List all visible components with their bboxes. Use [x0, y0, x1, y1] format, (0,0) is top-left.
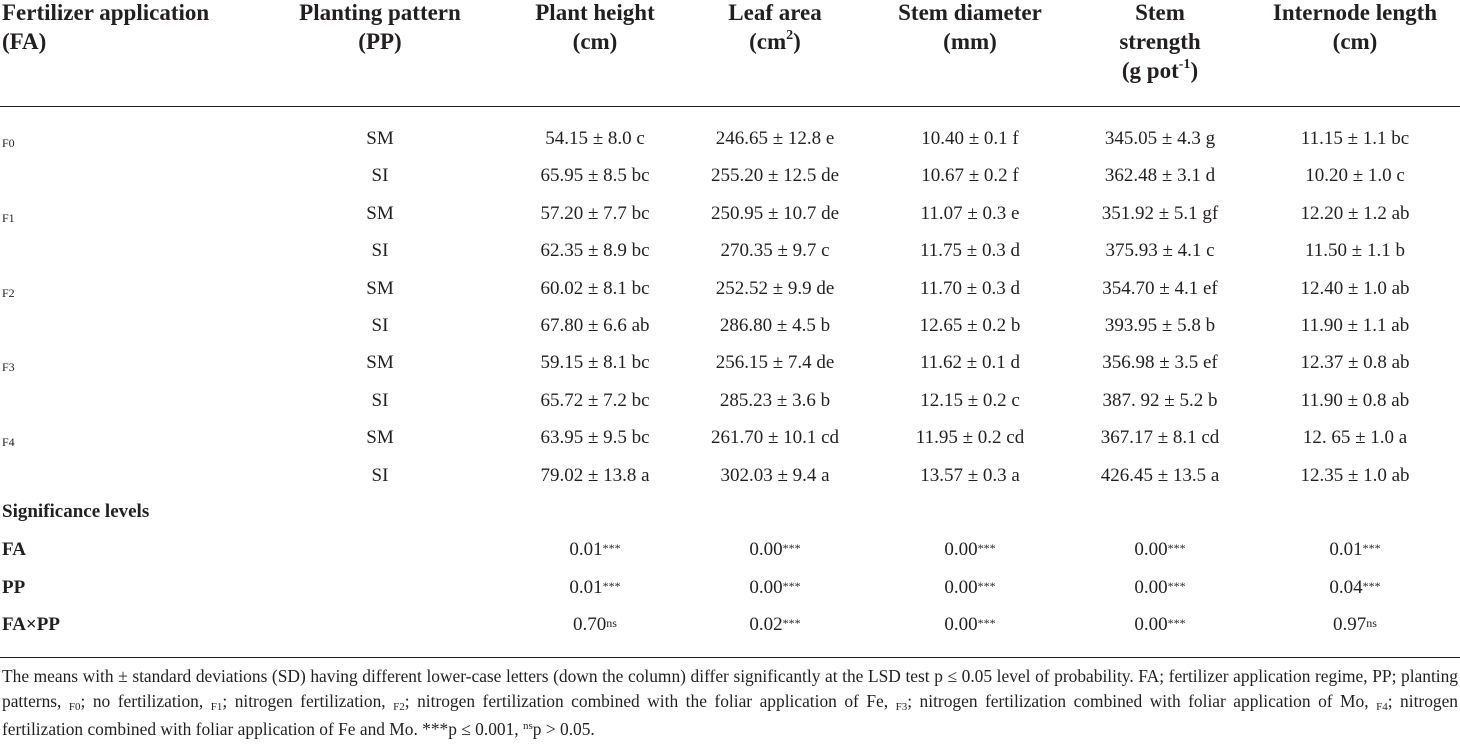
- table-row: [0, 120, 1460, 157]
- plant-height-cell: 54.15 ± 8.0 c: [545, 128, 645, 149]
- table-row: [0, 307, 1460, 344]
- sig-plant-height: [500, 606, 690, 643]
- stem-diameter-cell: 10.67 ± 0.2 f: [921, 165, 1019, 187]
- table-row: [0, 419, 1460, 456]
- planting-pattern-cell: SI: [371, 315, 389, 336]
- sig-stem-diameter: [870, 569, 1070, 606]
- header-planting-pattern: Planting pattern (PP): [299, 0, 461, 54]
- sig-leaf-area: [680, 531, 870, 568]
- table-row: [0, 270, 1460, 307]
- plant-height-cell: 59.15 ± 8.1 bc: [540, 352, 650, 374]
- leaf-area-cell: 246.65 ± 12.8 e: [715, 128, 835, 149]
- stem-strength-cell: 345.05 ± 4.3 g: [1104, 128, 1216, 149]
- stem-strength-cell: 356.98 ± 3.5 ef: [1102, 352, 1218, 374]
- sig-internode-length: [1250, 531, 1460, 568]
- stem-diameter-cell: 12.15 ± 0.2 c: [920, 389, 1020, 411]
- significance-marker: ***: [1362, 578, 1381, 593]
- significance-heading-row: [0, 493, 1460, 530]
- planting-pattern-cell: SM: [366, 427, 394, 449]
- sig-plant-height: [500, 531, 690, 568]
- plant-height-cell: 60.02 ± 8.1 bc: [540, 277, 650, 299]
- sig-stem-strength: [1060, 569, 1260, 606]
- sig-stem-strength: [1060, 606, 1260, 643]
- significance-marker: ns: [1366, 616, 1377, 630]
- table-header: [0, 0, 1460, 107]
- sig-leaf-area: [680, 569, 870, 606]
- stem-diameter-cell: 10.40 ± 0.1 f: [921, 128, 1019, 149]
- stem-strength-cell: 362.48 ± 3.1 d: [1104, 165, 1216, 187]
- header-stem-diameter: Stem diameter (mm): [898, 0, 1042, 54]
- plant-height-cell: 57.20 ± 7.7 bc: [540, 202, 650, 224]
- leaf-area-cell: 285.23 ± 3.6 b: [719, 389, 831, 411]
- planting-pattern-cell: SM: [366, 128, 394, 149]
- p-value: 0.02: [749, 614, 783, 635]
- fertilizer-label: F3: [2, 360, 15, 375]
- table-row: [0, 157, 1460, 194]
- leaf-area-cell: 302.03 ± 9.4 a: [720, 464, 830, 486]
- p-value: 0.00: [749, 576, 783, 598]
- leaf-area-cell: 252.52 ± 9.9 de: [715, 277, 835, 299]
- significance-marker: ns: [606, 616, 617, 630]
- fertilizer-label: F1: [2, 210, 15, 225]
- stem-diameter-cell: 11.07 ± 0.3 e: [920, 202, 1020, 224]
- header-internode-length: Internode length (cm): [1272, 0, 1438, 54]
- table-row: [0, 382, 1460, 419]
- leaf-area-cell: 255.20 ± 12.5 de: [710, 165, 840, 187]
- stem-strength-cell: 426.45 ± 13.5 a: [1100, 464, 1220, 486]
- fertilizer-label: F4: [2, 435, 15, 450]
- significance-marker: ***: [1167, 578, 1186, 593]
- stem-strength-cell: 393.95 ± 5.8 b: [1104, 315, 1216, 336]
- table-row: [0, 344, 1460, 381]
- planting-pattern-cell: SM: [366, 277, 394, 299]
- p-value: 0.00: [749, 539, 783, 560]
- leaf-area-cell: 261.70 ± 10.1 cd: [710, 427, 840, 449]
- significance-marker: ***: [1167, 541, 1186, 555]
- stem-diameter-cell: 12.65 ± 0.2 b: [919, 315, 1021, 336]
- p-value: 0.00: [944, 614, 978, 635]
- significance-row: [0, 606, 1460, 643]
- planting-pattern-cell: SM: [366, 202, 394, 224]
- internode-length-cell: 12.40 ± 1.0 ab: [1300, 277, 1410, 299]
- significance-factor-label: FA×PP: [2, 614, 60, 635]
- significance-marker: ***: [977, 616, 996, 630]
- p-value: 0.00: [1134, 539, 1168, 560]
- leaf-area-cell: 256.15 ± 7.4 de: [715, 352, 835, 374]
- significance-marker: ***: [782, 616, 801, 630]
- p-value: 0.97: [1333, 614, 1367, 635]
- significance-marker: ***: [782, 578, 801, 593]
- stem-strength-cell: 354.70 ± 4.1 ef: [1102, 277, 1218, 299]
- planting-pattern-cell: SI: [371, 240, 389, 262]
- p-value: 0.00: [944, 539, 978, 560]
- significance-marker: ***: [782, 541, 801, 555]
- internode-length-cell: 11.90 ± 1.1 ab: [1300, 315, 1410, 336]
- sig-stem-diameter: [870, 606, 1070, 643]
- stem-diameter-cell: 11.95 ± 0.2 cd: [915, 427, 1025, 449]
- plant-height-cell: 65.95 ± 8.5 bc: [540, 165, 650, 187]
- significance-marker: ***: [1167, 616, 1186, 630]
- header-rule: [0, 106, 1460, 107]
- significance-marker: ***: [977, 578, 996, 593]
- p-value: 0.04: [1329, 576, 1363, 598]
- stem-strength-cell: 387. 92 ± 5.2 b: [1102, 389, 1218, 411]
- leaf-area-cell: 250.95 ± 10.7 de: [710, 202, 840, 224]
- significance-marker: ***: [977, 541, 996, 555]
- p-value: 0.00: [1134, 576, 1168, 598]
- sig-stem-strength: [1060, 531, 1260, 568]
- header-plant-height: Plant height (cm): [535, 0, 655, 54]
- internode-length-cell: 11.90 ± 0.8 ab: [1300, 389, 1410, 411]
- table-footnote: The means with ± standard deviations (SD) having different lower-case letters (down the column) differ significantly at the LSD test p ≤ 0.05 level of probability. FA; fertilizer application regime, PP; planting patterns, F0; no fertilization, F1; nitrogen fertilization, F2; nitrogen fertilization combined with the foliar application of Fe, F3; nitrogen fertilization combined with foliar application of Mo, F4; nitrogen fertilization combined with foliar application of Fe and Mo. ***p ≤ 0.001, $^{ns}$p > 0.05.: [2, 666, 1458, 739]
- sig-internode-length: [1250, 569, 1460, 606]
- p-value: 0.01: [1329, 539, 1363, 560]
- p-value: 0.00: [1134, 614, 1168, 635]
- sig-plant-height: [500, 569, 690, 606]
- internode-length-cell: 12.20 ± 1.2 ab: [1300, 202, 1410, 224]
- fertilizer-label: F0: [2, 136, 15, 150]
- stem-strength-cell: 367.17 ± 8.1 cd: [1100, 427, 1220, 449]
- sig-internode-length: [1250, 606, 1460, 643]
- stem-diameter-cell: 13.57 ± 0.3 a: [920, 464, 1020, 486]
- internode-length-cell: 10.20 ± 1.0 c: [1305, 165, 1405, 187]
- significance-heading: Significance levels: [2, 501, 150, 522]
- significance-factor-label: PP: [2, 576, 26, 598]
- significance-marker: ***: [602, 541, 621, 555]
- header-stem-strength: Stem strength (g pot$^{-1}$): [1119, 0, 1201, 83]
- plant-height-cell: 63.95 ± 9.5 bc: [540, 427, 650, 449]
- header-fertilizer-application: Fertilizer application (FA): [2, 0, 210, 54]
- sig-stem-diameter: [870, 531, 1070, 568]
- stem-diameter-cell: 11.75 ± 0.3 d: [920, 240, 1020, 262]
- fertilizer-label: F2: [2, 285, 15, 300]
- table-row: [0, 457, 1460, 494]
- table-row: [0, 232, 1460, 269]
- plant-height-cell: 79.02 ± 13.8 a: [540, 464, 650, 486]
- header-leaf-area: Leaf area $(cm^2)$: [728, 0, 822, 54]
- planting-pattern-cell: SI: [371, 165, 389, 187]
- internode-length-cell: 12.37 ± 0.8 ab: [1300, 352, 1410, 374]
- sig-leaf-area: [680, 606, 870, 643]
- stem-strength-cell: 375.93 ± 4.1 c: [1105, 240, 1215, 262]
- internode-length-cell: 12.35 ± 1.0 ab: [1300, 464, 1410, 486]
- p-value: 0.70: [573, 614, 607, 635]
- internode-length-cell: 12. 65 ± 1.0 a: [1302, 427, 1408, 449]
- significance-row: [0, 569, 1460, 606]
- planting-pattern-cell: SI: [371, 464, 389, 486]
- p-value: 0.00: [944, 576, 978, 598]
- p-value: 0.01: [569, 539, 603, 560]
- significance-row: [0, 531, 1460, 568]
- planting-pattern-cell: SM: [366, 352, 394, 374]
- table-row: [0, 195, 1460, 232]
- plant-height-cell: 65.72 ± 7.2 bc: [540, 389, 650, 411]
- planting-pattern-cell: SI: [371, 389, 389, 411]
- p-value: 0.01: [569, 576, 603, 598]
- bottom-rule: [0, 657, 1460, 658]
- internode-length-cell: 11.15 ± 1.1 bc: [1300, 128, 1410, 149]
- internode-length-cell: 11.50 ± 1.1 b: [1305, 240, 1405, 262]
- leaf-area-cell: 286.80 ± 4.5 b: [719, 315, 831, 336]
- stem-diameter-cell: 11.70 ± 0.3 d: [920, 277, 1020, 299]
- significance-marker: ***: [602, 578, 621, 593]
- significance-marker: ***: [1362, 541, 1381, 555]
- plant-height-cell: 62.35 ± 8.9 bc: [540, 240, 650, 262]
- plant-height-cell: 67.80 ± 6.6 ab: [540, 315, 650, 336]
- stem-diameter-cell: 11.62 ± 0.1 d: [920, 352, 1020, 374]
- significance-factor-label: FA: [2, 539, 26, 560]
- leaf-area-cell: 270.35 ± 9.7 c: [720, 240, 830, 262]
- stem-strength-cell: 351.92 ± 5.1 gf: [1101, 202, 1219, 224]
